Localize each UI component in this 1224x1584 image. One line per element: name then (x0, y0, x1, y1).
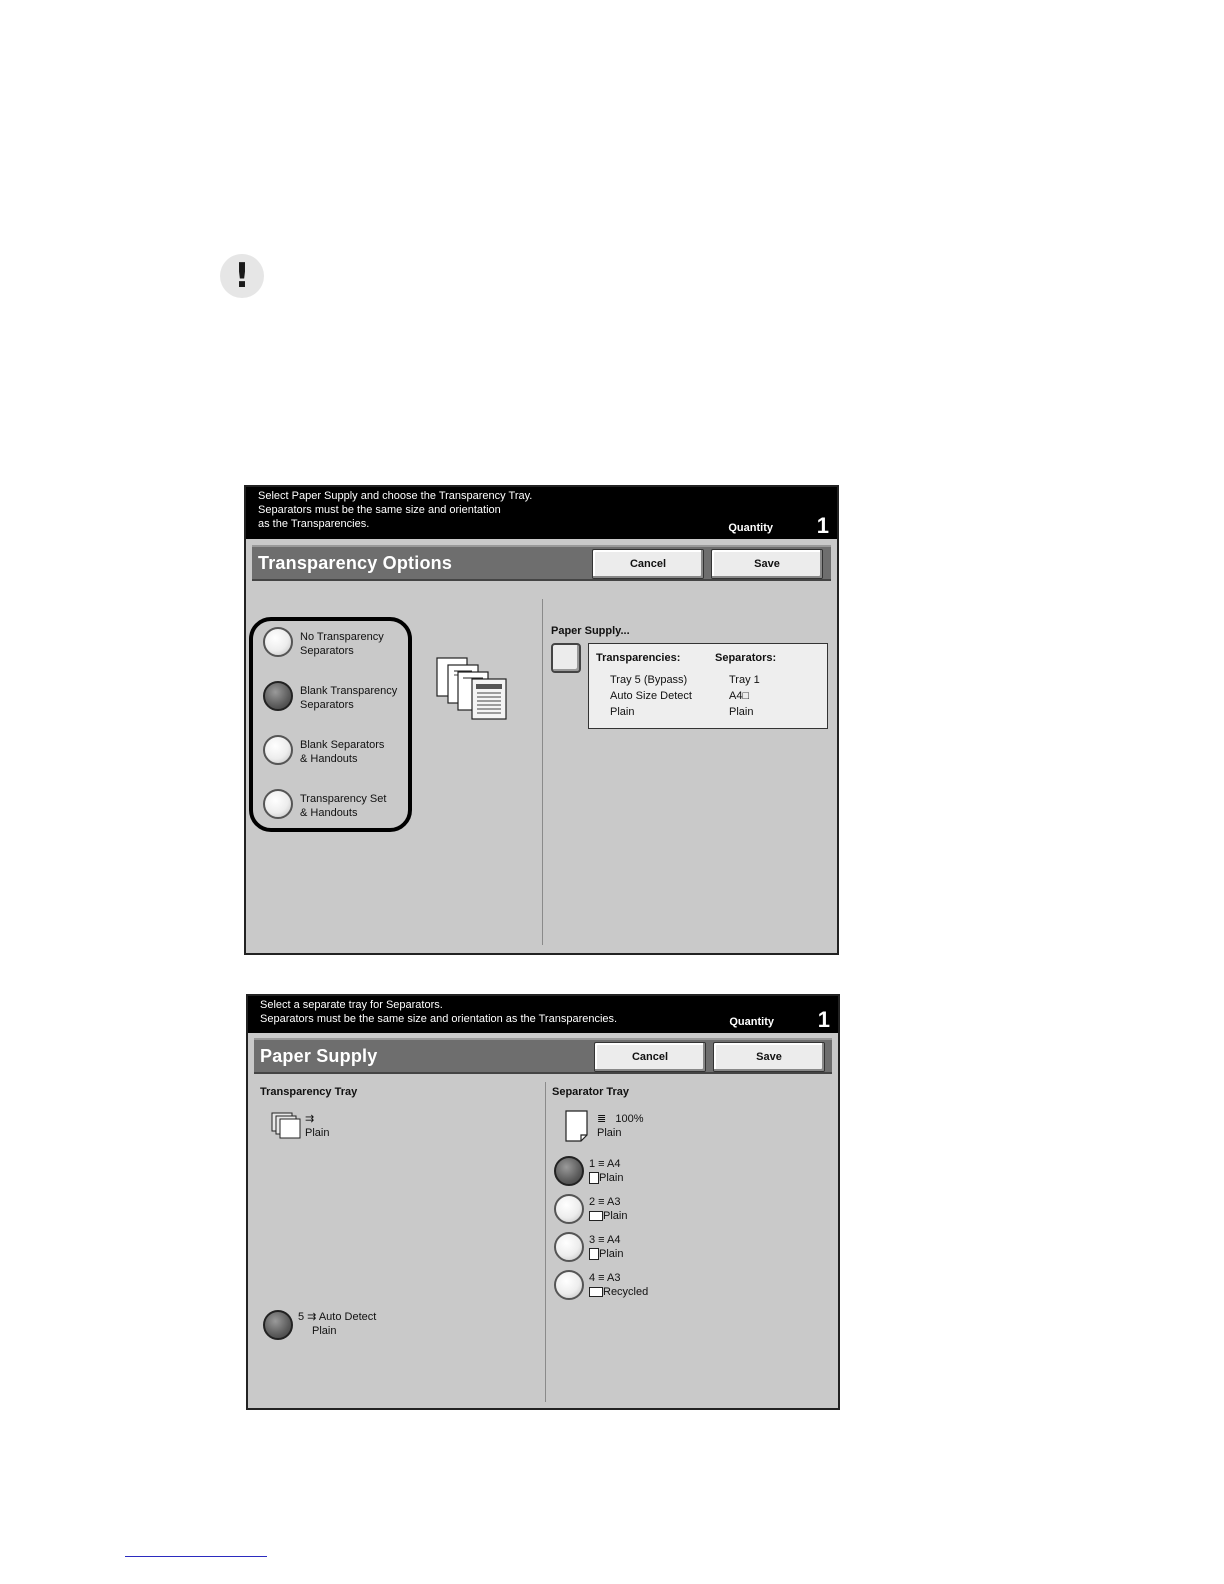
radio-tray-4[interactable] (554, 1270, 584, 1300)
paper-supply-summary (588, 643, 828, 729)
title-bar (254, 1038, 832, 1074)
separators-column: Separators: Tray 1 A4□ Plain (715, 652, 777, 718)
bypass-option-label: 5 ⇉ Auto Detect Plain (298, 1311, 377, 1337)
option-label: Blank Transparency Separators (300, 685, 398, 711)
cancel-button[interactable]: Cancel (594, 1042, 706, 1072)
quantity-value: 1 (816, 513, 829, 538)
paper-supply-screen (246, 994, 840, 1410)
radio-tray-2[interactable] (554, 1194, 584, 1224)
tray-icon: ≣ (597, 1113, 607, 1125)
paper-supply-button[interactable] (551, 643, 581, 673)
exclamation-icon: ! (220, 254, 264, 298)
radio-tray-3[interactable] (554, 1232, 584, 1262)
option-label: Blank Separators & Handouts (300, 739, 385, 765)
page-title: Transparency Options (258, 553, 453, 573)
transparencies-column: Transparencies: Tray 5 (Bypass) Auto Size Detect Plain (596, 652, 692, 718)
transparency-options-screen (244, 485, 839, 955)
message-bar (248, 996, 838, 1033)
option-label: Transparency Set & Handouts (300, 793, 387, 819)
transparency-tray-label: Transparency Tray (260, 1086, 358, 1098)
quantity-value: 1 (817, 1007, 830, 1032)
quantity-label: Quantity (728, 522, 773, 534)
portrait-sheet-icon (589, 1248, 599, 1260)
transparency-stack-icon (436, 655, 510, 723)
radio-tray-5-bypass[interactable] (263, 1310, 293, 1340)
panel-divider (542, 599, 543, 945)
radio-transparency-set-handouts[interactable] (263, 789, 293, 819)
footnote-rule (125, 1556, 267, 1557)
page-title: Paper Supply (260, 1046, 378, 1066)
separator-tray-current: ≣ 100% Plain (597, 1113, 644, 1139)
message-text: Select Paper Supply and choose the Transparency Tray. Separators must be the same size and orientation as the Transparencies. (258, 490, 533, 530)
radio-tray-1[interactable] (554, 1156, 584, 1186)
tray-3-label: 3 ≡ A4 Plain (589, 1234, 624, 1260)
radio-blank-separators-handouts[interactable] (263, 735, 293, 765)
save-button[interactable]: Save (711, 549, 823, 579)
radio-no-transparency-separators[interactable] (263, 627, 293, 657)
cancel-button[interactable]: Cancel (592, 549, 704, 579)
bypass-tray-icon: ⇉ (305, 1113, 315, 1125)
separator-sheet-icon (565, 1110, 589, 1142)
tray-2-label: 2 ≡ A3 Plain (589, 1196, 628, 1222)
landscape-sheet-icon (589, 1211, 603, 1221)
landscape-sheet-icon (589, 1287, 603, 1297)
paper-supply-label: Paper Supply... (551, 625, 630, 637)
panel-divider (545, 1082, 546, 1402)
option-label: No Transparency Separators (300, 631, 384, 657)
tray-1-label: 1 ≡ A4 Plain (589, 1158, 624, 1184)
transparency-tray-icon (271, 1112, 303, 1140)
save-button[interactable]: Save (713, 1042, 825, 1072)
message-text: Select a separate tray for Separators. Separators must be the same size and orientation as the Transparencies. (260, 999, 618, 1025)
transparency-tray-current: ⇉ Plain (305, 1113, 330, 1139)
title-bar (252, 545, 831, 581)
portrait-sheet-icon (589, 1172, 599, 1184)
tray-4-label: 4 ≡ A3 Recycled (589, 1272, 649, 1298)
message-bar (246, 487, 837, 539)
quantity-label: Quantity (729, 1016, 774, 1028)
separator-tray-label: Separator Tray (552, 1086, 630, 1098)
radio-blank-transparency-separators[interactable] (263, 681, 293, 711)
